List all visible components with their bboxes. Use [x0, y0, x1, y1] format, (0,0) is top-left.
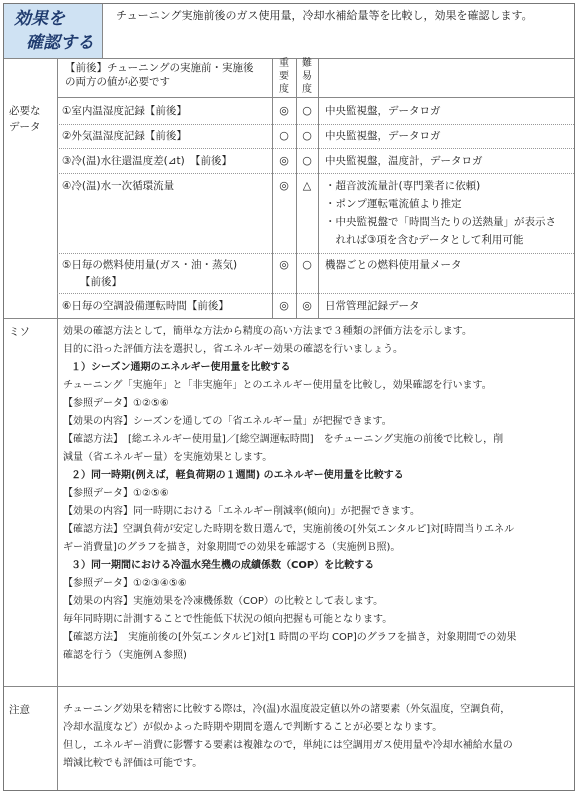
miso-heading: ３）同一期間における冷温水発生機の成績係数（COP）を比較する [71, 560, 375, 571]
miso-line: 【参照データ】①②⑤⑥ [63, 398, 169, 409]
miso-heading: １）シーズン通期のエネルギー使用量を比較する [71, 362, 291, 373]
difficulty-mark: ○ [302, 258, 312, 271]
column-header-item-line-2: の両方の値が必要です [65, 76, 170, 88]
miso-line: 【参照データ】①②③④⑤⑥ [63, 578, 187, 589]
miso-line: チューニング「実施年」と「非実施年」とのエネルギー使用量を比較し，効果確認を行います。 [63, 380, 492, 391]
divider [57, 318, 58, 790]
difficulty-mark: △ [302, 179, 312, 192]
importance-mark: ◎ [279, 104, 289, 117]
divider [57, 148, 574, 149]
miso-line: 【確認方法】 実施前後の[外気エンタルピ]対[1 時間の平均 COP]のグラフを描き，対象期間での効果 [63, 632, 517, 643]
miso-line: 減量（省エネルギー量）を実施効果とします。 [63, 452, 273, 463]
title-line-1: 効果を [14, 9, 65, 29]
divider [57, 293, 574, 294]
miso-line: 【確認方法】空調負荷が安定した時期を数日選んで，実施前後の[外気エンタルピ]対[時間当りエネル [63, 524, 515, 535]
row-item-line: 【前後】 [80, 276, 122, 288]
row-item: ②外気温湿度記録【前後】 [62, 130, 187, 142]
note-line: 冷却水温度など）が似かよった時期や期間を選んで判断することが必要となります。 [63, 722, 443, 733]
importance-mark: ◎ [279, 179, 289, 192]
note-line: 増減比較でも評価は可能です。 [63, 758, 203, 769]
divider [57, 253, 574, 254]
note-line: チューニング効果を精密に比較する際は，冷(温)水温度設定値以外の諸要素（外気温度，空調負荷， [63, 704, 511, 715]
row-source: 日常管理記録データ [325, 300, 420, 312]
importance-mark: ○ [279, 129, 289, 142]
row-source-line: ・中央監視盤で「時間当たりの送熱量」が表示さ [325, 216, 556, 228]
row-item: ③冷(温)水往還温度差(⊿t) 【前後】 [62, 155, 232, 167]
miso-line: 確認を行う（実施例Ａ参照) [63, 650, 187, 661]
title-line-2: 確認する [26, 33, 94, 53]
miso-line: 【確認方法】 [総エネルギー使用量]／[総空調運転時間] をチューニング実施の前後で比較し，削 [63, 434, 504, 445]
divider [57, 173, 574, 174]
miso-line: 【参照データ】①②⑤⑥ [63, 488, 169, 499]
row-item: ④冷(温)水一次循環流量 [62, 180, 175, 192]
note-line: 但し，エネルギー消費に影響する要素は複雑なので，単純には空調用ガス使用量や冷却水補給水量の [63, 740, 513, 751]
divider [102, 4, 103, 58]
miso-line: 毎年同時期に計測することで性能低下状況の傾向把握も可能となります。 [63, 614, 393, 625]
row-source-line: ・ポンプ運転電流値より推定 [325, 198, 462, 210]
row-item: ⑥日毎の空調設備運転時間【前後】 [62, 300, 229, 312]
header-description: チューニング実施前後のガス使用量，冷却水補給量等を比較し，効果を確認します。 [116, 9, 533, 22]
importance-mark: ◎ [279, 299, 289, 312]
importance-mark: ◎ [279, 258, 289, 271]
miso-line: 目的に沿った評価方法を選択し，省エネルギー効果の確認を行いましょう。 [63, 344, 403, 355]
row-source-line: ・超音波流量計(専門業者に依頼) [325, 180, 481, 192]
row-source: 機器ごとの燃料使用量メータ [325, 259, 462, 271]
divider [57, 97, 574, 98]
miso-line: 【効果の内容】同一時期における「エネルギー削減率(傾向)」が把握できます。 [63, 506, 421, 517]
row-source: 中央監視盤，データロガ [325, 105, 441, 117]
divider [4, 318, 574, 319]
row-item-line: ⑤日毎の燃料使用量(ガス・油・蒸気) [62, 259, 238, 271]
difficulty-mark: ○ [302, 129, 312, 142]
miso-line: 【効果の内容】シーズンを通しての「省エネルギー量」が把握できます。 [63, 416, 392, 427]
importance-mark: ◎ [279, 154, 289, 167]
difficulty-mark: ○ [302, 154, 312, 167]
divider [4, 686, 574, 687]
column-header-item-line-1: 【前後】チューニングの実施前・実施後 [65, 62, 254, 74]
row-source: 中央監視盤，データロガ [325, 130, 441, 142]
note-label: 注意 [9, 704, 30, 716]
difficulty-mark: ○ [302, 104, 312, 117]
miso-heading: ２）同一時期(例えば，軽負荷期の１週間) のエネルギー使用量を比較する [71, 470, 404, 481]
miso-line: ギー消費量]のグラフを描き，対象期間での効果を確認する（実施例Ｂ照)。 [63, 542, 401, 553]
miso-label: ミソ [9, 326, 30, 338]
miso-line: 【効果の内容】実施効果を冷凍機係数（COP）の比較として表します。 [63, 596, 384, 607]
required-data-label-line-2: データ [9, 121, 41, 133]
required-data-label-line-1: 必要な [9, 105, 41, 117]
row-item: ①室内温湿度記録【前後】 [62, 105, 187, 117]
row-source: 中央監視盤，温度計，データロガ [325, 155, 483, 167]
miso-line: 効果の確認方法として，簡単な方法から精度の高い方法まで３種類の評価方法を示します。 [63, 326, 472, 337]
divider [57, 124, 574, 125]
title-box [4, 4, 102, 58]
difficulty-mark: ◎ [302, 299, 312, 312]
row-source-line: れれば③項を含むデータとして利用可能 [325, 234, 524, 246]
